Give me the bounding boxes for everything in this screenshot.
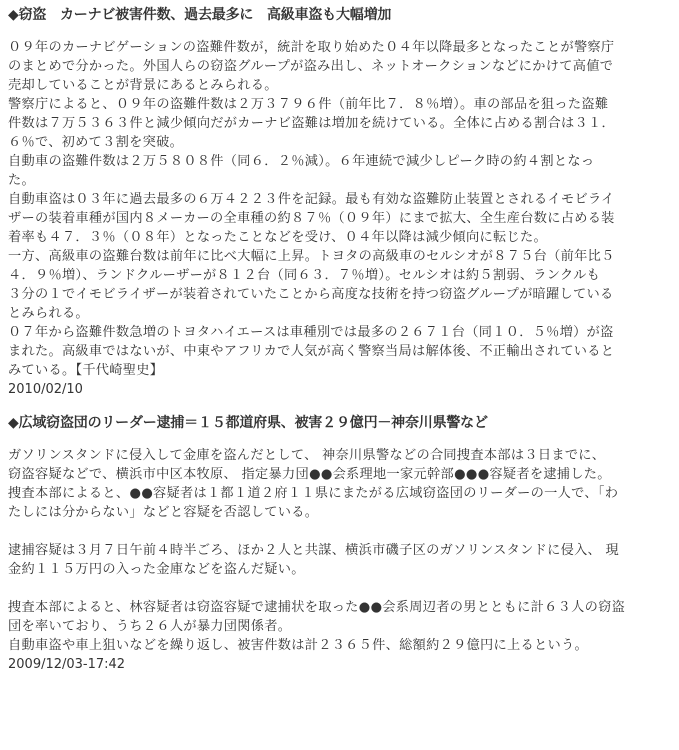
article-line: とみられる。 (8, 306, 89, 321)
page (0, 6, 679, 750)
article-line: 団を率いており、うち２６人が暴力団関係者。 (8, 619, 292, 634)
article-line: 自動車盗や車上狙いなどを繰り返し、被害件数は計２３６５件、総額約２９億円に上るという。 (8, 638, 588, 653)
article-line: 金約１１５万円の入った金庫などを盗んだ疑い。 (8, 562, 305, 577)
article-line: まれた。高級車ではないが、中東やアフリカで人気が高く警察当局は解体後、不正輸出されていると (8, 344, 615, 359)
article-line: 件数は７万５３６３件と減少傾向だがカーナビ盗難は増加を続けている。全体に占める割合は３１． (8, 116, 615, 131)
article-line: 自動車の盗難件数は２万５８０８件（同６．２％減）。６年連続で減少しピーク時の約４割となっ (8, 154, 595, 169)
news-article-theft-ring-arrest (8, 414, 673, 674)
article-body (8, 446, 673, 674)
article-line: 捜査本部によると、林容疑者は窃盗容疑で逮捕状を取った●●会系周辺者の男とともに計６３人の窃盗 (8, 600, 626, 615)
article-line: ４．９％増）、ランドクルーザーが８１２台（同６３．７％増）。セルシオは約５割弱、ランクルも (8, 268, 601, 283)
article-line: ６％で、初めて３割を突破。 (8, 135, 184, 150)
article-line: 着率も４７．３％（０８年）となったことなどを受け、０４年以降は減少傾向に転じた。 (8, 230, 547, 245)
article-line: 売却していることが背景にあるとみられる。 (8, 78, 278, 93)
article-body (8, 38, 673, 399)
paragraph-gap (8, 579, 673, 598)
article-line: 警察庁によると、０９年の盗難件数は２万３７９６件（前年比７．８％増）。車の部品を狙った盗難 (8, 97, 609, 112)
article-date: 2009/12/03-17:42 (8, 657, 126, 672)
article-line: ０７年から盗難件数急増のトヨタハイエースは車種別では最多の２６７１台（同１０．５％増）が盗 (8, 325, 614, 340)
article-line: ガソリンスタンドに侵入して金庫を盗んだとして、 神奈川県警などの合同捜査本部は３日までに、 (8, 448, 606, 463)
article-line: 捜査本部によると、●●容疑者は１都１道２府１１県にまたがる広域窃盗団のリーダーの一人で、「わ (8, 486, 619, 501)
article-date: 2010/02/10 (8, 382, 83, 397)
article-line: 逮捕容疑は３月７日午前４時半ごろ、ほか２人と共謀、横浜市磯子区のガソリンスタンドに侵入、 現 (8, 543, 620, 558)
news-article-car-navigation-theft (8, 6, 673, 399)
article-line: のまとめで分かった。外国人らの窃盗グループが盗み出し、ネットオークションなどにかけて高値で (8, 59, 614, 74)
article-line: たしには分からない」などと容疑を否認している。 (8, 505, 319, 520)
article-line: 自動車盗は０３年に過去最多の６万４２２３件を記録。最も有効な盗難防止装置とされるイモビライ (8, 192, 615, 207)
article-line: ザーの装着車種が国内８メーカーの全車種の約８７％（０９年）にまで拡大、全生産台数に占める装 (8, 211, 615, 226)
article-line: 一方、高級車の盗難台数は前年に比べ大幅に上昇。トヨタの高級車のセルシオが８７５台（前年比５ (8, 249, 615, 264)
article-line: みている。【千代崎聖史】 (8, 363, 164, 378)
paragraph-gap (8, 522, 673, 541)
article-headline: ◆広域窃盗団のリーダー逮捕＝１５都道府県、被害２９億円－神奈川県警など (8, 415, 488, 431)
article-line: ０９年のカーナビゲーションの盗難件数が，統計を取り始めた０４年以降最多となったことが警察庁 (8, 40, 615, 55)
article-headline: ◆窃盗 カーナビ被害件数、過去最多に 高級車盗も大幅増加 (8, 7, 392, 23)
article-line: 窃盗容疑などで、横浜市中区本牧原、 指定暴力団●●会系理地一家元幹部●●●容疑者を逮捕した。 (8, 467, 611, 482)
article-line: た。 (8, 173, 35, 188)
article-line: ３分の１でイモビライザーが装着されていたことから高度な技術を持つ窃盗グループが暗躍している (8, 287, 614, 302)
